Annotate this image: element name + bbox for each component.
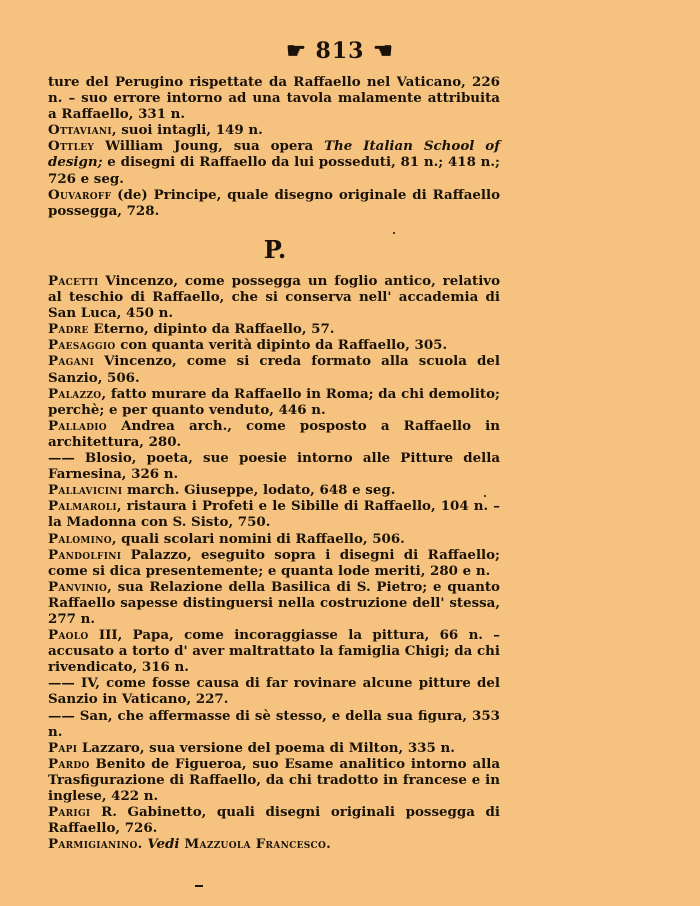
entry-text: ture del Perugino rispettate da Raffaello nel Vaticano, 226 n. – suo errore intorno ad una tavola malamente attribuita a Raffaello, 331 n. — [48, 74, 500, 123]
entry-heading: Pacetti — [48, 273, 99, 289]
index-entry — [48, 450, 500, 482]
entry-text-continued: e disegni di Raffaello da lui posseduti, 81 n.; 418 n.; 726 e seg. — [48, 154, 500, 187]
entry-text: Vincenzo, come si creda formato alla scuola del Sanzio, 506. — [48, 353, 500, 386]
entry-heading: Parigi — [48, 804, 91, 821]
entry-text: Vincenzo, come possegga un foglio antico, relativo al teschio di Raffaello, che si conserva nell' accademia di San Luca, 450 n. — [48, 273, 500, 322]
pointing-hand-left-icon: ☚ — [373, 38, 394, 64]
entry-heading: Ouvaroff — [48, 186, 112, 203]
index-block-p — [48, 273, 500, 852]
page-number — [0, 38, 680, 64]
index-entry — [48, 740, 500, 756]
entry-text: , ristaura i Profeti e le Sibille di Raffaello, 104 n. – la Madonna con S. Sisto, 750. — [48, 498, 500, 531]
index-entry — [48, 353, 500, 385]
entry-dash: —— — [48, 450, 75, 467]
index-entry — [48, 531, 500, 547]
entry-text: San, che affermasse di sè stesso, e della sua figura, 353 n. — [48, 707, 500, 740]
index-entry — [48, 187, 500, 219]
index-entry — [48, 579, 500, 627]
entry-cross-reference-italic: Vedi — [142, 836, 180, 853]
index-entry — [48, 498, 500, 530]
entry-heading: Padre — [48, 321, 89, 338]
entry-text: Lazzaro, sua versione del poema di Milton, 335 n. — [77, 739, 455, 756]
entry-text: Benito de Figueroa, suo Esame analitico intorno alla Trasfigurazione di Raffaello, da chi tradotto in francese e in inglese, 422 n. — [48, 755, 500, 804]
entry-text: con quanta verità dipinto da Raffaello, 305. — [115, 337, 448, 354]
entry-text: William Joung, sua opera — [94, 138, 325, 155]
entry-heading: Palmaroli — [48, 498, 117, 515]
index-entry — [48, 836, 500, 852]
entry-title-italic: The Italian School of design; — [48, 138, 500, 171]
index-entry — [48, 756, 500, 804]
index-entry — [48, 675, 500, 707]
page-number-value: 813 — [315, 38, 365, 64]
entry-heading: Parmigianino. — [48, 836, 143, 853]
entry-heading: Panvinio — [48, 578, 108, 595]
entry-heading: Palladio — [48, 417, 107, 434]
entry-text: R. Gabinetto, quali disegni originali possegga di Raffaello, 726. — [48, 804, 500, 837]
index-entry — [48, 482, 500, 498]
ink-speck — [393, 232, 395, 234]
entry-text: Palazzo, eseguito sopra i disegni di Raffaello; come si dica presentemente; e quanta lode meriti, 280 e n. — [48, 546, 500, 579]
entry-text: Andrea arch., come posposto a Raffaello in architettura, 280. — [48, 417, 500, 450]
section-letter: P. — [263, 235, 287, 264]
entry-text: IV, come fosse causa di far rovinare alcune pitture del Sanzio in Vaticano, 227. — [48, 675, 500, 708]
entry-heading: Pandolfini — [48, 546, 122, 563]
entry-heading: Palomino — [48, 530, 112, 547]
entry-heading: Paesaggio — [48, 337, 116, 354]
pointing-hand-right-icon: ☛ — [286, 38, 307, 64]
index-entry — [48, 138, 500, 186]
entry-heading: Ottley — [48, 138, 95, 155]
index-entry — [48, 273, 500, 321]
entry-text: , suoi intagli, 149 n. — [111, 122, 263, 139]
index-entry — [48, 337, 500, 353]
index-entry — [48, 627, 500, 675]
index-entry — [48, 386, 500, 418]
entry-text: Eterno, dipinto da Raffaello, 57. — [88, 321, 335, 338]
entry-heading: Pagani — [48, 353, 94, 370]
index-entry — [48, 547, 500, 579]
entry-text: (de) Principe, quale disegno originale di Raffaello possegga, 728. — [48, 186, 500, 219]
entry-heading: Ottaviani — [48, 122, 112, 139]
entry-text-continued: Mazzuola Francesco. — [179, 836, 332, 853]
entry-text: , fatto murare da Raffaello in Roma; da chi demolito; perchè; e per quanto venduto, 446 n. — [48, 385, 500, 418]
entry-heading: Papi — [48, 739, 78, 756]
entry-heading: Pallavicini — [48, 482, 123, 499]
entry-text: , quali scolari nomini di Raffaello, 506. — [111, 530, 405, 547]
entry-text: march. Giuseppe, lodato, 648 e seg. — [122, 482, 396, 499]
page-bottom-mark — [195, 885, 203, 887]
entry-heading: Paolo — [48, 627, 89, 644]
index-entry — [48, 321, 500, 337]
index-entry — [48, 708, 500, 740]
index-entry — [48, 418, 500, 450]
entry-heading: Pardo — [48, 755, 90, 772]
entry-dash: —— — [48, 675, 75, 692]
index-entry — [48, 804, 500, 836]
index-block-o — [48, 74, 500, 219]
entry-heading: Palazzo — [48, 385, 102, 402]
index-entry — [48, 122, 500, 138]
entry-text: III, Papa, come incoraggiasse la pittura, 66 n. – accusato a torto d' aver maltrattato la famiglia Chigi; da chi rivendicato, 316 n. — [48, 627, 500, 676]
entry-text: Blosio, poeta, sue poesie intorno alle Pitture della Farnesina, 326 n. — [48, 450, 500, 483]
entry-dash: —— — [48, 707, 75, 724]
ink-speck — [484, 495, 486, 497]
index-entry-continued — [48, 74, 500, 122]
entry-text: , sua Relazione della Basilica di S. Pietro; e quanto Raffaello sapesse distinguersi nella costruzione dell' stessa, 277 n. — [48, 578, 500, 627]
